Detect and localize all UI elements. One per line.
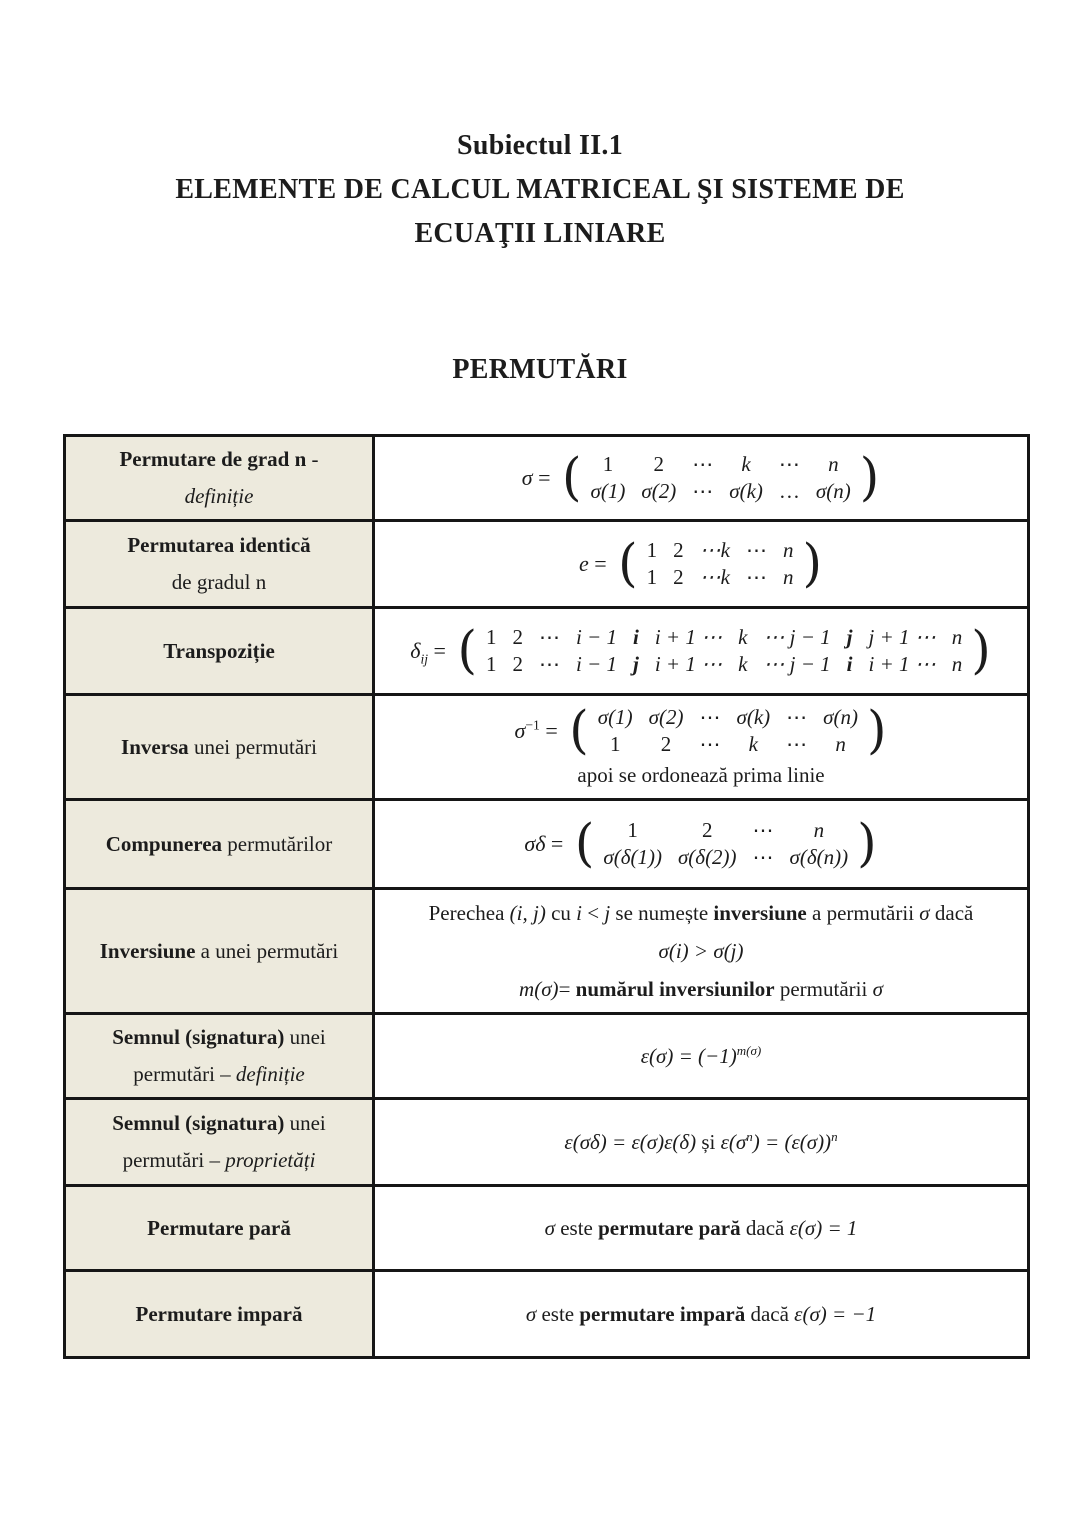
text-segment: numărul inversiunilor	[575, 977, 775, 1001]
text-segment: a unei permutări	[195, 938, 339, 963]
row-content-cell	[374, 889, 1029, 1014]
text-segment: =	[532, 465, 557, 490]
text-segment: ε(σ) = 1	[789, 1216, 858, 1240]
text-segment: ε(σ) = −1	[794, 1302, 877, 1326]
row-content-cell	[374, 1186, 1029, 1271]
page-title: Subiectul II.1	[456, 130, 624, 161]
text-segment: σ	[521, 465, 533, 490]
text-segment: dacă	[929, 901, 974, 925]
text-segment: m(σ)	[519, 977, 559, 1001]
row-label-cell	[65, 1186, 374, 1271]
row-label-line	[76, 1056, 362, 1093]
text-segment: Compunerea	[105, 831, 223, 856]
text-segment: n	[813, 818, 825, 842]
matrix-column	[808, 451, 859, 505]
text-segment: i	[632, 625, 639, 649]
matrix-column	[583, 451, 634, 505]
row-semnul-definitie	[65, 1014, 1029, 1099]
matrix-column	[531, 624, 568, 678]
text-segment: dacă	[740, 1216, 790, 1240]
row-inversiune	[65, 889, 1029, 1014]
text-segment: σ(1)	[590, 479, 626, 503]
page-subtitle-line-1: ELEMENTE DE CALCUL MATRICEAL ŞI SISTEME DE	[175, 174, 905, 205]
text-segment: e	[578, 551, 589, 576]
text-segment: j	[632, 652, 639, 676]
text-segment: ⋯	[692, 479, 714, 503]
text-segment: =	[558, 977, 576, 1001]
text-segment: ⋯	[538, 652, 560, 676]
matrix-column	[775, 537, 802, 591]
text-segment: k	[748, 732, 758, 756]
matrix-column	[633, 451, 684, 505]
text-segment: =	[539, 718, 564, 743]
text-segment: ε(σ	[720, 1130, 747, 1154]
text-segment: σδ	[524, 831, 546, 856]
text-segment: n	[951, 625, 963, 649]
text-segment: σ(n)	[815, 479, 851, 503]
text-segment: 1	[602, 452, 614, 476]
text-segment: σ	[525, 1302, 537, 1326]
matrix-column	[692, 537, 738, 591]
text-segment: σ	[919, 901, 930, 925]
text-segment: j	[846, 625, 853, 649]
text-segment: …	[778, 479, 800, 503]
row-label-line	[76, 1210, 362, 1247]
formula-sigma-definition	[385, 447, 1017, 507]
text-segment: dacă	[745, 1302, 795, 1326]
text-segment: ⋯	[699, 732, 721, 756]
text-segment: Inversa	[121, 734, 189, 759]
text-segment: 2	[653, 452, 665, 476]
text-segment: 2	[660, 732, 672, 756]
matrix-column	[568, 624, 625, 678]
left-paren: (	[569, 700, 589, 760]
formula-prefix	[579, 551, 612, 577]
text-segment: Permutare de grad n	[119, 447, 307, 471]
text-segment: ⋯	[752, 845, 774, 869]
text-segment: ⋯	[538, 625, 560, 649]
text-segment: k	[741, 452, 751, 476]
text-segment: definiție	[235, 1062, 305, 1086]
text-segment: n	[835, 732, 846, 756]
text-segment: σ(k)	[736, 705, 771, 729]
text-segment: n	[746, 1129, 753, 1144]
matrix-column	[504, 624, 531, 678]
row-label-cell	[65, 889, 374, 1014]
row-label-line	[76, 633, 362, 670]
text-segment: i − 1	[575, 625, 617, 649]
matrix-column	[730, 624, 755, 678]
text-segment: σ(1)	[597, 705, 633, 729]
row-content-cell	[374, 800, 1029, 889]
row-label-cell	[65, 1099, 374, 1186]
matrix-column	[647, 624, 730, 678]
text-segment: ⋯	[786, 705, 808, 729]
text-segment: n	[783, 538, 794, 562]
text-segment: ⋯k	[699, 538, 730, 562]
formula-prefix	[514, 718, 563, 744]
right-paren: )	[857, 813, 877, 873]
formula-prefix	[524, 831, 569, 857]
right-paren: )	[859, 447, 880, 507]
row-label-line	[76, 826, 362, 863]
row-content-cell	[374, 695, 1029, 800]
definition-line	[385, 894, 1017, 932]
matrix-column	[665, 537, 692, 591]
text-segment: σ(δ(n))	[789, 845, 849, 869]
matrix-column	[728, 704, 778, 758]
formula-composition	[385, 813, 1017, 873]
text-segment: ⋯ j − 1	[763, 625, 831, 649]
matrix-column	[861, 624, 944, 678]
matrix-column	[590, 704, 641, 758]
text-segment: inversiune	[713, 901, 807, 925]
text-segment: cu	[545, 901, 577, 925]
text-segment: este	[536, 1302, 580, 1326]
text-segment: 2	[673, 565, 684, 589]
text-segment: proprietăți	[225, 1148, 316, 1172]
text-segment: Permutare pară	[147, 1215, 291, 1240]
definition-line	[385, 932, 1017, 970]
row-content-cell	[374, 1271, 1029, 1358]
text-segment: Semnul (signatura)	[112, 1111, 285, 1135]
text-segment: 1	[627, 818, 638, 842]
text-segment: ⋯ j − 1	[763, 652, 831, 676]
permutation-matrix	[590, 704, 866, 758]
text-segment: σ	[544, 1216, 555, 1240]
text-segment: -	[306, 447, 319, 471]
text-segment: δ	[410, 638, 421, 663]
text-segment: Permutarea identică	[127, 533, 311, 557]
text-segment: −1	[525, 717, 540, 733]
row-label-cell	[65, 800, 374, 889]
text-segment: (i, j)	[509, 901, 546, 925]
text-segment: permutare pară	[598, 1216, 741, 1240]
text-segment: permutare impară	[579, 1302, 746, 1326]
matrix-column	[691, 704, 728, 758]
text-segment: ε(σ) = (−1)	[640, 1044, 737, 1068]
text-segment: n	[783, 565, 794, 589]
row-label-cell	[65, 608, 374, 695]
row-label-line	[76, 527, 362, 564]
text-segment: ) = (ε(σ))	[752, 1130, 832, 1154]
text-segment: 2	[512, 652, 523, 676]
matrix-column	[778, 704, 815, 758]
left-paren: (	[574, 813, 595, 873]
row-label-line	[76, 1019, 362, 1056]
permutation-matrix	[639, 537, 802, 591]
permutation-matrix	[478, 624, 970, 678]
text-segment: =	[428, 638, 452, 663]
row-permutarea-identica	[65, 521, 1029, 608]
matrix-column	[745, 817, 782, 871]
text-segment: σ	[872, 977, 883, 1001]
text-segment: unei	[284, 1025, 326, 1049]
formula-signature-properties	[385, 1123, 1017, 1161]
text-segment: Semnul (signatura)	[112, 1025, 285, 1049]
row-label-cell	[65, 695, 374, 800]
permutations-reference-table	[63, 434, 1030, 1359]
matrix-column	[639, 537, 666, 591]
text-segment: i + 1 ⋯	[654, 652, 723, 676]
text-segment: apoi se ordonează prima linie	[577, 763, 825, 787]
text-segment: n	[831, 1129, 838, 1144]
matrix-column	[944, 624, 971, 678]
text-segment: este	[554, 1216, 599, 1240]
text-segment: k	[738, 625, 748, 649]
text-segment: unei permutări	[188, 734, 317, 759]
text-segment: 1	[646, 565, 658, 589]
formula-signature-definition	[385, 1037, 1017, 1075]
left-paren: (	[562, 447, 582, 507]
matrix-column	[478, 624, 505, 678]
text-segment: n	[828, 452, 839, 476]
text-segment: Permutare impară	[135, 1301, 303, 1326]
text-segment: m(σ)	[736, 1043, 762, 1058]
text-segment: 1	[485, 652, 497, 676]
text-segment: permutării	[774, 977, 873, 1001]
text-segment: se numește	[610, 901, 714, 925]
row-permutare-para	[65, 1186, 1029, 1271]
text-segment: n	[951, 652, 963, 676]
text-segment: permutări –	[133, 1062, 236, 1086]
text-segment: σ(δ(2))	[677, 845, 737, 869]
row-label-line	[76, 1296, 362, 1333]
text-segment: σ(k)	[729, 479, 763, 503]
row-label-line	[76, 441, 362, 478]
title-block	[0, 0, 1080, 392]
text-segment: ⋯	[746, 565, 767, 589]
matrix-column	[684, 451, 721, 505]
permutation-matrix	[583, 451, 859, 505]
text-segment: unei	[284, 1111, 326, 1135]
text-segment: σ(2)	[641, 479, 677, 503]
row-semnul-proprietati	[65, 1099, 1029, 1186]
text-segment: 1	[646, 538, 658, 562]
row-label-line	[76, 1105, 362, 1142]
row-label-cell	[65, 521, 374, 608]
definition-even-permutation	[385, 1209, 1017, 1247]
row-content-cell	[374, 608, 1029, 695]
text-segment: <	[581, 901, 605, 925]
text-segment: ⋯	[692, 452, 714, 476]
row-label-line	[76, 933, 362, 970]
right-paren: )	[971, 620, 991, 680]
formula-prefix	[522, 465, 556, 491]
text-segment: σ(n)	[823, 705, 858, 729]
row-label-line	[76, 1142, 362, 1179]
formula-prefix	[410, 638, 452, 667]
text-segment: =	[588, 551, 613, 576]
matrix-column	[815, 704, 866, 758]
row-label-cell	[65, 1014, 374, 1099]
row-transpozitie	[65, 608, 1029, 695]
right-paren: )	[802, 533, 823, 593]
matrix-column	[641, 704, 692, 758]
text-segment: ⋯	[752, 818, 774, 842]
text-segment: 2	[702, 818, 713, 842]
matrix-column	[771, 451, 808, 505]
matrix-column	[839, 624, 861, 678]
row-content-cell	[374, 1099, 1029, 1186]
row-label-line	[76, 478, 362, 515]
text-segment: Inversiune	[99, 938, 196, 963]
definition-line	[385, 970, 1017, 1008]
text-segment: Transpoziție	[163, 638, 275, 663]
row-permutare-grad-n	[65, 436, 1029, 521]
text-segment: i + 1 ⋯	[868, 652, 936, 676]
matrix-column	[670, 817, 745, 871]
formula-inverse-permutation	[385, 700, 1017, 760]
left-paren: (	[457, 620, 477, 680]
section-title: PERMUTĂRI	[452, 354, 628, 385]
row-label-cell	[65, 436, 374, 521]
page-subtitle-line-2: ECUAŢII LINIARE	[414, 218, 666, 249]
text-segment: =	[545, 831, 569, 856]
matrix-column	[738, 537, 775, 591]
left-paren: (	[618, 533, 638, 593]
row-permutare-impara	[65, 1271, 1029, 1358]
text-segment: permutări –	[122, 1148, 226, 1172]
text-segment: a permutării	[806, 901, 920, 925]
text-segment: i − 1	[575, 652, 617, 676]
text-segment: ⋯k	[699, 565, 730, 589]
row-content-cell	[374, 521, 1029, 608]
text-segment: ε(σδ) = ε(σ)ε(δ)	[564, 1130, 697, 1154]
text-segment: permutărilor	[222, 831, 333, 856]
text-segment: și	[696, 1130, 721, 1154]
matrix-column	[721, 451, 771, 505]
text-segment: σ(i) > σ(j)	[658, 939, 744, 963]
row-label-line	[76, 729, 362, 766]
text-segment: σ(2)	[648, 705, 684, 729]
text-segment: j	[604, 901, 611, 925]
text-segment: j + 1 ⋯	[868, 625, 936, 649]
matrix-column	[595, 817, 670, 871]
text-segment: ⋯	[699, 705, 721, 729]
text-segment: 1	[609, 732, 621, 756]
text-segment: ⋯	[786, 732, 808, 756]
matrix-column	[755, 624, 838, 678]
text-segment: ij	[420, 651, 429, 667]
text-segment: σ(δ(1))	[603, 845, 662, 869]
row-compunerea	[65, 800, 1029, 889]
text-segment: ⋯	[746, 538, 767, 562]
text-segment: 1	[485, 625, 497, 649]
right-paren: )	[866, 700, 887, 760]
text-segment: i	[576, 901, 582, 925]
text-segment: 2	[512, 625, 523, 649]
formula-transposition	[385, 620, 1017, 680]
formula-note	[385, 760, 1017, 790]
text-segment: i	[846, 652, 853, 676]
text-segment: Perechea	[428, 901, 510, 925]
text-segment: k	[738, 652, 748, 676]
matrix-column	[782, 817, 857, 871]
text-segment: definiție	[184, 484, 254, 508]
row-label-cell	[65, 1271, 374, 1358]
row-content-cell	[374, 1014, 1029, 1099]
text-segment: i + 1 ⋯	[654, 625, 723, 649]
text-segment: ⋯	[778, 452, 800, 476]
formula-identity-permutation	[385, 533, 1017, 593]
matrix-column	[625, 624, 647, 678]
row-content-cell	[374, 436, 1029, 521]
row-label-line	[76, 564, 362, 601]
text-segment: de gradul n	[171, 570, 267, 594]
text-segment: 2	[673, 538, 684, 562]
definition-odd-permutation	[385, 1295, 1017, 1333]
text-segment: σ	[514, 718, 526, 743]
row-inversa	[65, 695, 1029, 800]
permutation-matrix	[595, 817, 856, 871]
